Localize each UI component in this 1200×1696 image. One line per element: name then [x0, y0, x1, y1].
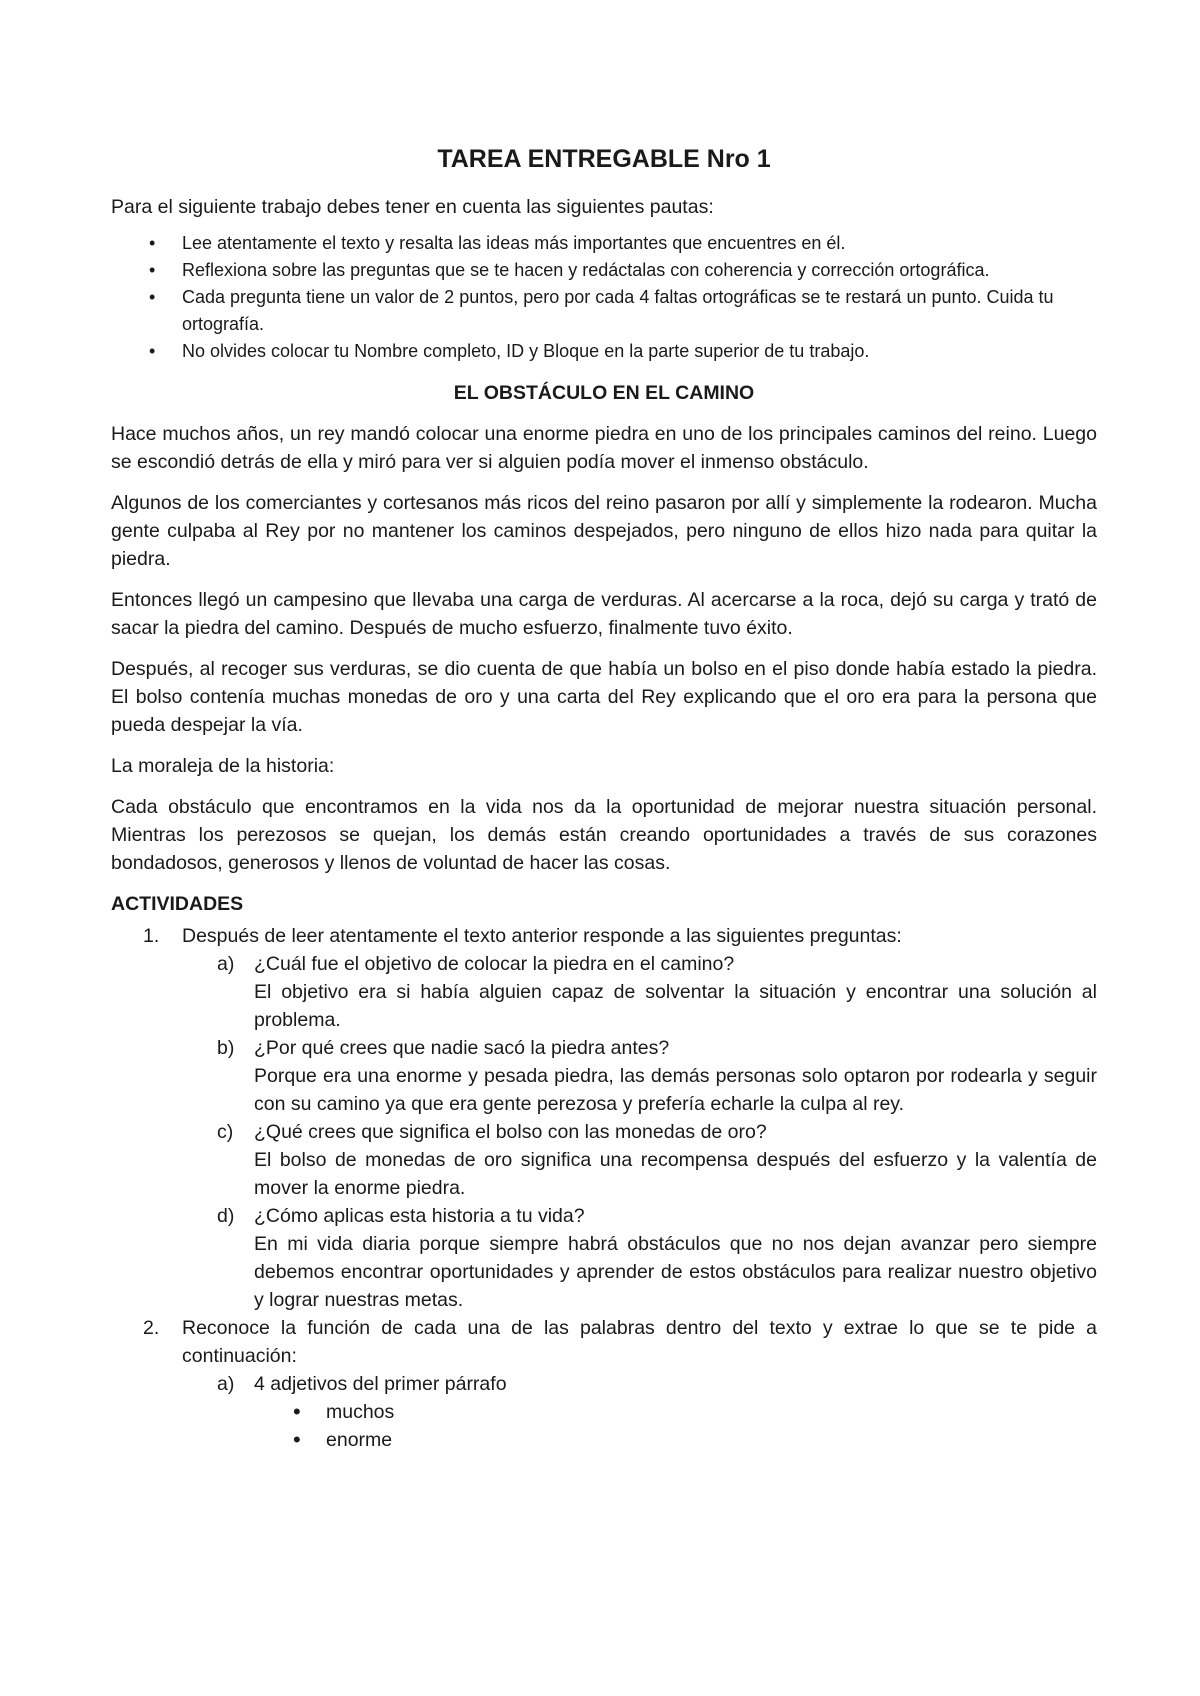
list-item [111, 1398, 1097, 1426]
bullet-icon: • [149, 233, 156, 253]
answer-text: En mi vida diaria porque siempre habrá obstáculos que no nos dejan avanzar pero siempre debemos encontrar oportunidades y aprender de estos obstáculos para realizar nuestro objetivo y lograr nuestras metas. [254, 1233, 1097, 1311]
list-item [111, 1426, 1097, 1454]
intro-text: Para el siguiente trabajo debes tener en cuenta las siguientes pautas: [111, 196, 714, 218]
guidelines-list [111, 230, 1097, 365]
story-paragraph: Hace muchos años, un rey mandó colocar una enorme piedra en uno de los principales caminos del reino. Luego se escondió detrás de ella y miró para ver si alguien podía mover el inmenso obstáculo. [111, 423, 1097, 473]
question-text: ¿Qué crees que significa el bolso con las monedas de oro? [254, 1121, 767, 1143]
activities-title: ACTIVIDADES [111, 893, 244, 915]
question-item [111, 1370, 1097, 1398]
document-content [111, 142, 1097, 1454]
activity-number: 1. [143, 925, 160, 947]
guideline-item: • Cada pregunta tiene un valor de 2 puntos, pero por cada 4 faltas ortográficas se te restará un punto. Cuida tu ortografía. [111, 284, 1097, 338]
activity-item [111, 922, 1097, 950]
adjective-text: muchos [326, 1401, 395, 1423]
story-paragraph: Entonces llegó un campesino que llevaba una carga de verduras. Al acercarse a la roca, dejó su carga y trató de sacar la piedra del camino. Después de mucho esfuerzo, finalmente tuvo éxito. [111, 589, 1097, 639]
guideline-item: • No olvides colocar tu Nombre completo, ID y Bloque en la parte superior de tu trabajo. [111, 338, 1097, 365]
moral-text: Cada obstáculo que encontramos en la vida nos da la oportunidad de mejorar nuestra situación personal. Mientras los perezosos se quejan, los demás están creando oportunidades a través de sus corazones bondadosos, generosos y llenos de voluntad de hacer las cosas. [111, 796, 1097, 874]
question-item [111, 950, 1097, 1034]
question-item [111, 1118, 1097, 1202]
page-title: TAREA ENTREGABLE Nro 1 [437, 145, 771, 173]
question-item [111, 1034, 1097, 1118]
guideline-item: • Lee atentamente el texto y resalta las ideas más importantes que encuentres en él. [111, 230, 1097, 257]
question-letter: d) [217, 1205, 235, 1227]
question-text: ¿Cómo aplicas esta historia a tu vida? [254, 1205, 585, 1227]
question-letter: a) [217, 1373, 235, 1395]
story-paragraph: Algunos de los comerciantes y cortesanos más ricos del reino pasaron por allí y simplemente la rodearon. Mucha gente culpaba al Rey por no mantener los caminos despejados, pero ninguno de ellos hizo nada para quitar la piedra. [111, 492, 1097, 570]
moral-label: La moraleja de la historia: [111, 755, 335, 777]
question-letter: a) [217, 953, 235, 975]
bullet-icon: • [149, 287, 156, 307]
bullet-icon: • [293, 1399, 301, 1424]
question-letter: b) [217, 1037, 235, 1059]
story-paragraph: Después, al recoger sus verduras, se dio cuenta de que había un bolso en el piso donde había estado la piedra. El bolso contenía muchas monedas de oro y una carta del Rey explicando que el oro era para la persona que pueda despejar la vía. [111, 658, 1097, 736]
story-title: EL OBSTÁCULO EN EL CAMINO [453, 382, 755, 404]
activity-item [111, 1314, 1097, 1370]
question-text: ¿Cuál fue el objetivo de colocar la piedra en el camino? [254, 953, 735, 975]
adjective-text: enorme [326, 1429, 393, 1451]
bullet-icon: • [149, 341, 156, 361]
bullet-icon: • [293, 1427, 301, 1452]
activity-text: Después de leer atentamente el texto anterior responde a las siguientes preguntas: [182, 925, 902, 947]
question-text: ¿Por qué crees que nadie sacó la piedra antes? [254, 1037, 670, 1059]
answer-text: El objetivo era si había alguien capaz de solventar la situación y encontrar una solución al problema. [254, 981, 1097, 1031]
question-text: 4 adjetivos del primer párrafo [254, 1373, 507, 1395]
bullet-icon: • [149, 260, 156, 280]
guideline-item: • Reflexiona sobre las preguntas que se te hacen y redáctalas con coherencia y corrección ortográfica. [111, 257, 1097, 284]
question-item [111, 1202, 1097, 1314]
activity-number: 2. [143, 1317, 160, 1339]
question-letter: c) [217, 1121, 234, 1143]
answer-text: Porque era una enorme y pesada piedra, las demás personas solo optaron por rodearla y seguir con su camino ya que era gente perezosa y prefería echarle la culpa al rey. [254, 1065, 1097, 1115]
answer-text: El bolso de monedas de oro significa una recompensa después del esfuerzo y la valentía de mover la enorme piedra. [254, 1149, 1097, 1199]
activity-text: Reconoce la función de cada una de las palabras dentro del texto y extrae lo que se te pide a continuación: [182, 1317, 1097, 1367]
